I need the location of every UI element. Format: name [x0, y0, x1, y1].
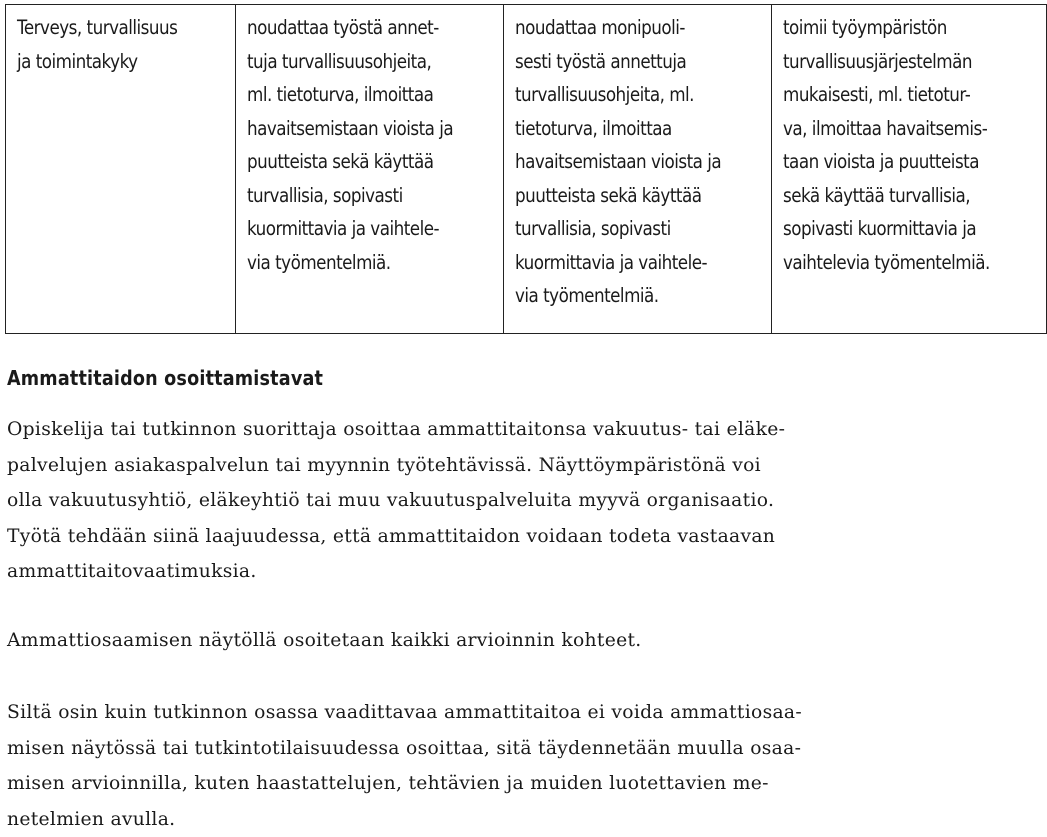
- criteria-level-1-cell: [236, 5, 504, 334]
- paragraph-assessment-targets: Ammattiosaamisen näytöllä osoitetaan kaikki arvioinnin kohteet.: [7, 629, 642, 651]
- criteria-level-2-cell: [504, 5, 772, 334]
- criteria-level-3-text: toimii työympäristön turvallisuusjärjestelmän mukaisesti, ml. tietotur- va, ilmoittaa havaitsemis- taan vioista ja puutteista sekä käyttää turvallisia, sopivasti kuormittavia ja vaihtelevia työmentelmiä.: [783, 16, 990, 274]
- criteria-level-1-text: noudattaa työstä annet- tuja turvallisuusohjeita, ml. tietoturva, ilmoittaa havaitsemistaan vioista ja puutteista sekä käyttää turvallisia, sopivasti kuormittavia ja vaihtele- via työmentelmiä.: [247, 16, 454, 274]
- table-row: [6, 5, 1047, 334]
- paragraph-supplementary-assessment: Siltä osin kuin tutkinnon osassa vaadittavaa ammattitaitoa ei voida ammattiosaa- misen näytössä tai tutkintotilaisuudessa osoittaa, sitä täydennetään muulla osaa- misen arvioinnilla, kuten haastattelujen, tehtävien ja muiden luotettavien me- netelmien avulla.: [7, 701, 803, 830]
- assessment-area-text: Terveys, turvallisuus ja toimintakyky: [17, 16, 178, 73]
- criteria-level-3-cell: [772, 5, 1047, 334]
- paragraph-demonstration-methods: Opiskelija tai tutkinnon suorittaja osoittaa ammattitaitonsa vakuutus- tai eläke- palvelujen asiakaspalvelun tai myynnin työtehtävissä. Näyttöympäristönä voi olla vakuutusyhtiö, eläkeyhtiö tai muu vakuutuspalveluita myyvä organisaatio. Työtä tehdään siinä laajuudessa, että ammattitaidon voidaan todeta vastaavan ammattitaitovaatimuksia.: [7, 418, 786, 582]
- section-heading: Ammattitaidon osoittamistavat: [7, 366, 324, 390]
- criteria-level-2-text: noudattaa monipuoli- sesti työstä annettuja turvallisuusohjeita, ml. tietoturva, ilmoittaa havaitsemistaan vioista ja puutteista sekä käyttää turvallisia, sopivasti kuormittavia ja vaihtele- via työmentelmiä.: [515, 16, 722, 307]
- assessment-area-cell: [6, 5, 236, 334]
- assessment-criteria-table: [5, 4, 1047, 334]
